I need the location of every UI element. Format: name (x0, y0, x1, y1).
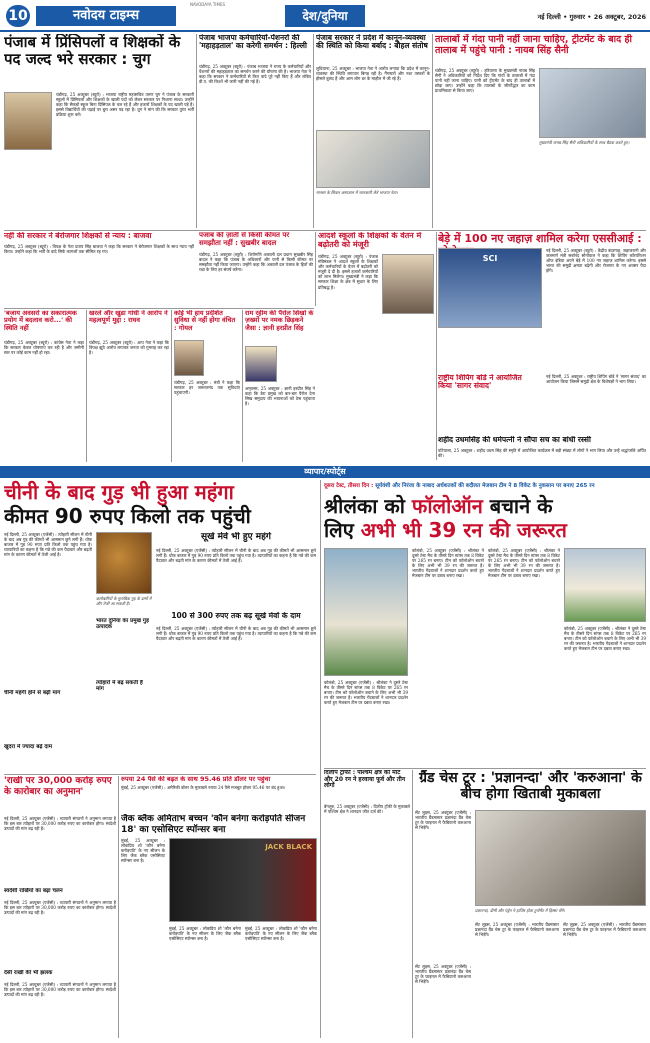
story-badal (199, 232, 313, 308)
story-srilanka-followon (324, 494, 646, 766)
page-number: 10 (6, 5, 30, 27)
headline: पंजाब सरकार ने प्रदेश में कानून-व्यवस्था की स्थिति को किया बर्बाद : बौहल संतोष (316, 34, 428, 51)
section-bar: व्यापार/स्पोर्ट्स (0, 466, 650, 478)
photo-caption: कारोबारियों के मुताबिक गुड़ के दामों में और तेजी आ सकती है। (96, 596, 152, 606)
story-body: चंडीगढ़, 25 अक्टूबर (ब्यूरो) : शिरोमणि अकाली दल प्रधान सुखबीर सिंह बादल ने कहा कि पंजाब के अधिकारों और पानी से किसी कीमत पर समझौता नहीं किया जाएगा। उन्होंने कहा कि अकाली दल पंजाब के हितों की रक्षा के लिए हर संघर्ष करेगा। (199, 252, 313, 273)
story-body: नई दिल्ली, 25 अक्टूबर (ब्यूरो) : केंद्रीय बंदरगाह, जहाजरानी और जलमार्ग मंत्री सर्बानंद सोनोवाल ने कहा कि शिपिंग कॉरपोरेशन ऑफ इंडिया अपने बेड़े में 100 नए जहाज़ शामिल करेगा। इससे भारत की समुद्री क्षमता बढ़ेगी और रोजगार के नए अवसर पैदा होंगे। (546, 248, 646, 274)
story-body: लुधियाना, 25 अक्टूबर : भाजपा नेता ने आरोप लगाया कि प्रदेश में कानून-व्यवस्था की स्थिति लगातार बिगड़ रही है। गैंगस्टरों और नशा तस्करों के हौसले बुलंद हैं और आम लोग डर के माहौल में जी रहे हैं। (316, 66, 430, 82)
headline: दिलीप ट्रॉफी : पश्चिम क्षेत्र को मार्ट और 20 रन ने हरवाया फूर्व और तीन लोगों (324, 770, 406, 790)
headline: राम रहीम की पैरोल सिखों के ज़ख्मों पर नमक छिड़कने जैसा : ज्ञानी हरप्रीत सिंह (245, 310, 314, 332)
story-body: नई दिल्ली, 25 अक्टूबर (एजेंसी) : त्योहारी सीजन में चीनी के बाद अब गुड़ की कीमतें भी आसमान छूने लगी हैं। थोक बाजार में गुड़ 90 रुपए प्रति किलो तक पहुंच गया है। व्यापारियों का कहना है कि गन्ने की कम पैदावार और बढ़ती मांग के कारण कीमतों में तेजी आई है। (4, 532, 92, 558)
goyal-photo (174, 340, 204, 376)
story-body-3: नई दिल्ली, 25 अक्टूबर (एजेंसी) : व्यापारी संगठनों ने अनुमान लगाया है कि इस बार त्योहारों पर 30,000 करोड़ रुपए का कारोबार होगा। स्वदेशी उत्पादों की मांग बढ़ रही है। (4, 982, 116, 998)
headline: बेड़े में 100 नए जहाज़ शामिल करेगा एससीआई : (438, 232, 642, 245)
headline: नहीं की सरकार ने बेरोजगार शिक्षकों से न्याय : बाजवा (4, 232, 152, 240)
headline-part-a: श्रीलंका को (324, 494, 412, 518)
hospital-photo (316, 130, 430, 188)
story-grand-chess (415, 770, 646, 1038)
paper-small-title: NAVODAYA TIMES (190, 2, 226, 7)
story-body: चंडीगढ़, 25 अक्टूबर (ब्यूरो) : विपक्ष के नेता प्रताप सिंह बाजवा ने कहा कि सरकार ने बेरोजगार शिक्षकों के साथ न्याय नहीं किया। उन्होंने कहा कि भर्ती के वादे सिर्फ कागजों तक सीमित रह गए। (4, 244, 194, 255)
dryfruit-rates-body: नई दिल्ली, 25 अक्टूबर (एजेंसी) : त्योहारी सीजन में चीनी के बाद अब गुड़ की कीमतें भी आसमान छूने लगी हैं। थोक बाजार में गुड़ 90 रुपए प्रति किलो तक पहुंच गया है। व्यापारियों का कहना है कि गन्ने की कम पैदावार और बढ़ती मांग के कारण कीमतों में तेजी आई है। (156, 626, 316, 642)
sci-event-photo: SCI (438, 248, 542, 328)
story-sagar-samvad (438, 374, 646, 434)
story-body: सेंट लुइस, 25 अक्टूबर (एजेंसी) : भारतीय ग्रैंडमास्टर प्रज्ञानंदा ग्रैंड चेस टूर के फाइनल में फैबियानो करुआना से भिड़ेंगे। (415, 810, 471, 831)
story-body-2: कोलंबो, 25 अक्टूबर (एजेंसी) : श्रीलंका ने दूसरे टेस्ट मैच के तीसरे दिन स्टंप्स तक 8 विकेट पर 265 रन बनाए। टीम को फॉलोऑन बचाने के लिए अभी भी 39 रन की जरूरत है। भारतीय गेंदबाजों ने शानदार प्रदर्शन करते हुए मेजबान टीम पर दबाव बनाए रखा। (488, 548, 560, 579)
story-body: नई दिल्ली, 25 अक्टूबर (एजेंसी) : व्यापारी संगठनों ने अनुमान लगाया है कि इस बार त्योहारों पर 30,000 करोड़ रुपए का कारोबार होगा। स्वदेशी उत्पादों की मांग बढ़ रही है। (4, 816, 116, 832)
story-body: चंडीगढ़, 25 अक्टूबर (ब्यूरो) : हरियाणा के मुख्यमंत्री नायब सिंह सैनी ने अधिकारियों को निर्देश दिए कि गांवों के तालाबों में गंदा पानी नहीं जाना चाहिए। पानी को ट्रीटमेंट के बाद ही तालाबों में छोड़ा जाए। उन्होंने कहा कि तालाबों के जीर्णोद्धार का काम प्राथमिकता से किया जाए। (435, 68, 535, 94)
story-saini-ponds (435, 34, 646, 228)
meeting-photo (539, 68, 646, 138)
story-raghav (89, 310, 169, 464)
section-tag: देश/दुनिया (285, 5, 365, 27)
story-body: अमृतसर, 25 अक्टूबर : ज्ञानी हरप्रीत सिंह ने कहा कि डेरा प्रमुख को बार-बार पैरोल देना सिख समुदाय की भावनाओं को ठेस पहुंचाता है। (245, 386, 315, 407)
headline-part-b: फॉलोऑन (411, 494, 483, 518)
story-rakhi-business (4, 776, 116, 1038)
story-duleep-trophy (324, 770, 410, 1038)
story-body-3: कोलंबो, 25 अक्टूबर (एजेंसी) : श्रीलंका ने दूसरे टेस्ट मैच के तीसरे दिन स्टंप्स तक 8 विकेट पर 265 रन बनाए। टीम को फॉलोऑन बचाने के लिए अभी भी 39 रन की जरूरत है। भारतीय गेंदबाजों ने शानदार प्रदर्शन करते हुए मेजबान टीम पर दबाव बनाए रखा। (564, 626, 646, 652)
story-ram-rahim (245, 310, 315, 464)
story-adarsh-schools (318, 232, 434, 464)
subhead-retail: खुदरा में ज्यादा बढ़े दाम (4, 744, 53, 750)
photo-caption: मानसा के सिवल अस्पताल में जानकारी लेते भाजपा नेता। (316, 190, 398, 195)
headline: जैक ब्लैक अमिताभ बच्चन 'कौन बनेगा करोड़पति सीजन 18' का एसोसिएट स्पॉन्सर बना (121, 814, 306, 835)
story-body: चंडीगढ़, 25 अक्टूबर (ब्यूरो) : पंजाब मंत्रिमंडल ने आदर्श स्कूलों के शिक्षकों और कर्मचारियों के वेतन में बढ़ोतरी को मंजूरी दे दी है। इससे हजारों कर्मचारियों को लाभ मिलेगा। मुख्यमंत्री ने कहा कि सरकार शिक्षा के क्षेत्र में सुधार के लिए प्रतिबद्ध है। (318, 254, 378, 290)
headline-line2: कीमत 90 रुपए किलो तक पहुंची (4, 504, 251, 528)
subhead-swadeshi: स्वदेशी राखियों का बढ़ा चलन (4, 888, 63, 894)
story-body-4: सेंट लुइस, 25 अक्टूबर (एजेंसी) : भारतीय ग्रैंडमास्टर प्रज्ञानंदा ग्रैंड चेस टूर के फाइनल में फैबियानो करुआना से भिड़ेंगे। (415, 964, 471, 985)
kbc-photo: JACK BLACK (169, 838, 317, 922)
cricket-photo-2 (564, 548, 646, 622)
headline: राष्ट्रीय शिपिंग बोर्ड ने आयोजित किया 'सागर संवाद' (438, 374, 522, 391)
story-bajwa (4, 232, 194, 308)
story-goyal (174, 310, 240, 464)
story-body-2: मुंबई, 25 अक्टूबर : लोकप्रिय शो 'कौन बनेगा करोड़पति' के नए सीजन के लिए जैक ब्लैक एसोसिएट स्पॉन्सर बना है। (169, 926, 241, 942)
subhead-sugar-demand: चीनी महंगी होने से बढ़ी मांग (4, 690, 61, 696)
story-body: पटियाला, 25 अक्टूबर : शहीद उधम सिंह की स्मृति में आयोजित कार्यक्रम में बड़ी संख्या में लोगों ने भाग लिया और उन्हें श्रद्धांजलि अर्पित की। (438, 448, 646, 459)
headline-line1 (324, 494, 646, 518)
story-law-order (316, 34, 430, 228)
headline-part-e: अभी भी 39 रन की जरूरत (360, 518, 567, 542)
cricket-photo-1 (324, 548, 408, 676)
headline: आदर्श स्कूलों के शिक्षकों के वेतन में बढ़ोतरी को मंजूरी (318, 232, 422, 249)
headline: खरले और खुडा गांधी ने आरोप ने महत्वपूर्ण मुद्दा : राघव (89, 310, 168, 325)
story-body: चंडीगढ़, 25 अक्टूबर (ब्यूरो) : भाजपा राष्ट्रीय महासचिव तरुण चुग ने पंजाब के सरकारी स्कूलों में प्रिंसिपलों और शिक्षकों के खाली पदों को लेकर सरकार पर निशाना साधा। उन्होंने कहा कि सैकड़ों स्कूल बिना प्रिंसिपल के चल रहे हैं और हजारों शिक्षकों के पद खाली पड़े हैं। इससे विद्यार्थियों की पढ़ाई पर बुरा असर पड़ रहा है। चुग ने मांग की कि सरकार तुरंत भर्ती प्रक्रिया शुरू करे। (56, 92, 194, 118)
leader-photo (4, 92, 52, 150)
story-body-2: सेंट लुइस, 25 अक्टूबर (एजेंसी) : भारतीय ग्रैंडमास्टर प्रज्ञानंदा ग्रैंड चेस टूर के फाइनल में फैबियानो करुआना से भिड़ेंगे। (475, 922, 559, 938)
headline: ग्रैंड चेस टूर : 'प्रज्ञानन्दा' और 'करुआना' के बीच होगा खिताबी मुकाबला (419, 770, 642, 802)
headline: कोई भी हाय प्रदेशित सुविधा से नहीं होगा वंचित : गोयल (174, 310, 236, 332)
headline: रुपया 24 पैसे की बढ़त के साथ 95.46 प्रति डॉलर पर पहुंचा (121, 776, 271, 783)
story-body: चंडीगढ़, 25 अक्टूबर (ब्यूरो) : आप नेता ने कहा कि विपक्ष झूठे आरोप लगाकर जनता को गुमराह कर रहा है। (89, 340, 169, 356)
story-sci-ships (438, 232, 646, 372)
story-body-2: नई दिल्ली, 25 अक्टूबर (एजेंसी) : व्यापारी संगठनों ने अनुमान लगाया है कि इस बार त्योहारों पर 30,000 करोड़ रुपए का कारोबार होगा। स्वदेशी उत्पादों की मांग बढ़ रही है। (4, 900, 116, 916)
subhead-producer: भारत दुनिया का प्रमुख गुड़ उत्पादक (96, 618, 149, 631)
story-rupee (121, 776, 317, 812)
masthead (0, 0, 650, 32)
story-body: नई दिल्ली, 25 अक्टूबर : राष्ट्रीय शिपिंग बोर्ड ने 'सागर संवाद' का आयोजन किया जिसमें समुद्री क्षेत्र के विशेषज्ञों ने भाग लिया। (546, 374, 646, 385)
photo-caption: प्रज्ञानन्दा, डीमी और एंड्रेन ने हाजिर होता टूर्नामेंट में हिस्सा लेंगे। (475, 908, 565, 913)
story-udham-singh (438, 436, 646, 464)
headline: 'बजाय अवसरों का सकारात्मक प्रयोग में बदलाव करो...' की स्थिति नहीं (4, 310, 77, 332)
story-body-3: मुंबई, 25 अक्टूबर : लोकप्रिय शो 'कौन बनेगा करोड़पति' के नए सीजन के लिए जैक ब्लैक एसोसिएट स्पॉन्सर बना है। (245, 926, 317, 942)
subhead-dryfruits: सूखे मेवे भी हुए महंगे (200, 532, 271, 542)
subhead-desi: देसी राखी की भी झलक (4, 970, 53, 976)
dryfruits-body: नई दिल्ली, 25 अक्टूबर (एजेंसी) : त्योहारी सीजन में चीनी के बाद अब गुड़ की कीमतें भी आसमान छूने लगी हैं। थोक बाजार में गुड़ 90 रुपए प्रति किलो तक पहुंच गया है। व्यापारियों का कहना है कि गन्ने की कम पैदावार और बढ़ती मांग के कारण कीमतों में तेजी आई है। (156, 548, 316, 564)
story-body: चंडीगढ़, 25 अक्टूबर (ब्यूरो) : पंजाब भाजपा ने राज्य के कर्मचारियों और पेंशनरों की महाहड़ताल का समर्थन करने की घोषणा की है। भाजपा नेता ने कहा कि सरकार ने कर्मचारियों से किए वादे पूरे नहीं किए हैं और लंबित डी.ए. की किश्तें भी जारी नहीं की गई हैं। (199, 64, 311, 85)
issue-date: नई दिल्ली • गुरुवार • 26 अक्टूबर, 2026 (537, 13, 646, 21)
story-body: मुंबई, 25 अक्टूबर (एजेंसी) : अमेरिकी डॉलर के मुकाबले रुपया 24 पैसे मजबूत होकर 95.46 पर बंद हुआ। (121, 785, 286, 790)
story-chugh (4, 34, 194, 230)
headline-part-d: लिए (324, 518, 361, 542)
headline: शहीद उधमसिंह की धर्मपत्नी ने सौंपा सच का बांधी रस्सी (438, 436, 591, 444)
jaggery-photo (96, 532, 152, 594)
story-body: कोलंबो, 25 अक्टूबर (एजेंसी) : श्रीलंका ने दूसरे टेस्ट मैच के तीसरे दिन स्टंप्स तक 8 विकेट पर 265 रन बनाए। टीम को फॉलोऑन बचाने के लिए अभी भी 39 रन की जरूरत है। भारतीय गेंदबाजों ने शानदार प्रदर्शन करते हुए मेजबान टीम पर दबाव बनाए रखा। (412, 548, 484, 579)
subhead-dryfruit-rates: 100 से 300 रुपए तक बढ़ सूखे मेवों के दाम (171, 612, 301, 620)
headline: पंजाब में प्रिंसिपलों व शिक्षकों के पद जल्द भरे सरकार : चुग (4, 34, 181, 68)
headline: 'राखी पर 30,000 करोड़ रुपए के कारोबार का अनुमान' (4, 776, 112, 797)
story-jaggery-prices (4, 480, 316, 772)
story-body: चंडीगढ़, 25 अक्टूबर : मंत्री ने कहा कि सरकार हर जरूरतमंद तक सुविधाएं पहुंचाएगी। (174, 380, 240, 396)
story-kbc-sponsor (121, 814, 317, 1038)
headline-line2 (324, 518, 646, 542)
story-bjp-strike (199, 34, 311, 228)
headline: पंजाब की ज़ाती से किसी कीमत पर समझौता नहीं : सुखबीर बादल (199, 232, 290, 247)
chess-photo (475, 810, 646, 906)
ticker-lead: दूसरा टेस्ट, तीसरा दिन : (324, 483, 374, 489)
story-body-4: कोलंबो, 25 अक्टूबर (एजेंसी) : श्रीलंका ने दूसरे टेस्ट मैच के तीसरे दिन स्टंप्स तक 8 विकेट पर 265 रन बनाए। टीम को फॉलोऑन बचाने के लिए अभी भी 39 रन की जरूरत है। भारतीय गेंदबाजों ने शानदार प्रदर्शन करते हुए मेजबान टीम पर दबाव बनाए रखा। (324, 680, 408, 706)
headline-line1: चीनी के बाद गुड़ भी हुआ महंगा (4, 480, 234, 504)
headline: तालाबों में गंदा पानी नहीं जाना चाहिए, ट्रीटमेंट के बाद ही तालाब में पहुंचे पानी : नायब सिंह सैनी (435, 34, 632, 56)
subhead-festive-demand: त्योहारों में बढ़ सकती है मांग (96, 680, 143, 693)
story-congress-claims (4, 310, 84, 464)
story-body: मुंबई, 25 अक्टूबर : लोकप्रिय शो 'कौन बनेगा करोड़पति' के नए सीजन के लिए जैक ब्लैक एसोसिएट स्पॉन्सर बना है। (121, 838, 165, 864)
sports-ticker (324, 480, 646, 492)
headline-part-c: बचाने के (482, 494, 553, 518)
headline: पंजाब भाजपा कर्मचारियों-पेंशनरों की 'महाहड़ताल' का करेगी समर्थन : हिल्ली (199, 34, 307, 51)
story-body: चंडीगढ़, 25 अक्टूबर (ब्यूरो) : कांग्रेस नेता ने कहा कि सरकार केवल घोषणाएं कर रही है और जमीनी स्तर पर कोई काम नहीं हो रहा। (4, 340, 84, 356)
minister-photo (382, 254, 434, 314)
story-body: बेंगलुरु, 25 अक्टूबर (एजेंसी) : दिलीप ट्रॉफी के मुकाबले में पश्चिम क्षेत्र ने शानदार जीत दर्ज की। (324, 804, 410, 815)
ticker-text: सूर्यवंशी और निरंजा के नाबाद अर्धशतकों की बदौलत मेजबान टीम ने 8 विकेट के नुकसान पर बनाए 265 रन (375, 483, 595, 489)
photo-caption: मुख्यमंत्री नायब सिंह सैनी अधिकारियों के साथ बैठक करते हुए। (539, 140, 630, 145)
story-body-3: सेंट लुइस, 25 अक्टूबर (एजेंसी) : भारतीय ग्रैंडमास्टर प्रज्ञानंदा ग्रैंड चेस टूर के फाइनल में फैबियानो करुआना से भिड़ेंगे। (563, 922, 646, 938)
paper-name: नवोदय टाइम्स (36, 6, 176, 26)
harpreet-photo (245, 346, 277, 382)
